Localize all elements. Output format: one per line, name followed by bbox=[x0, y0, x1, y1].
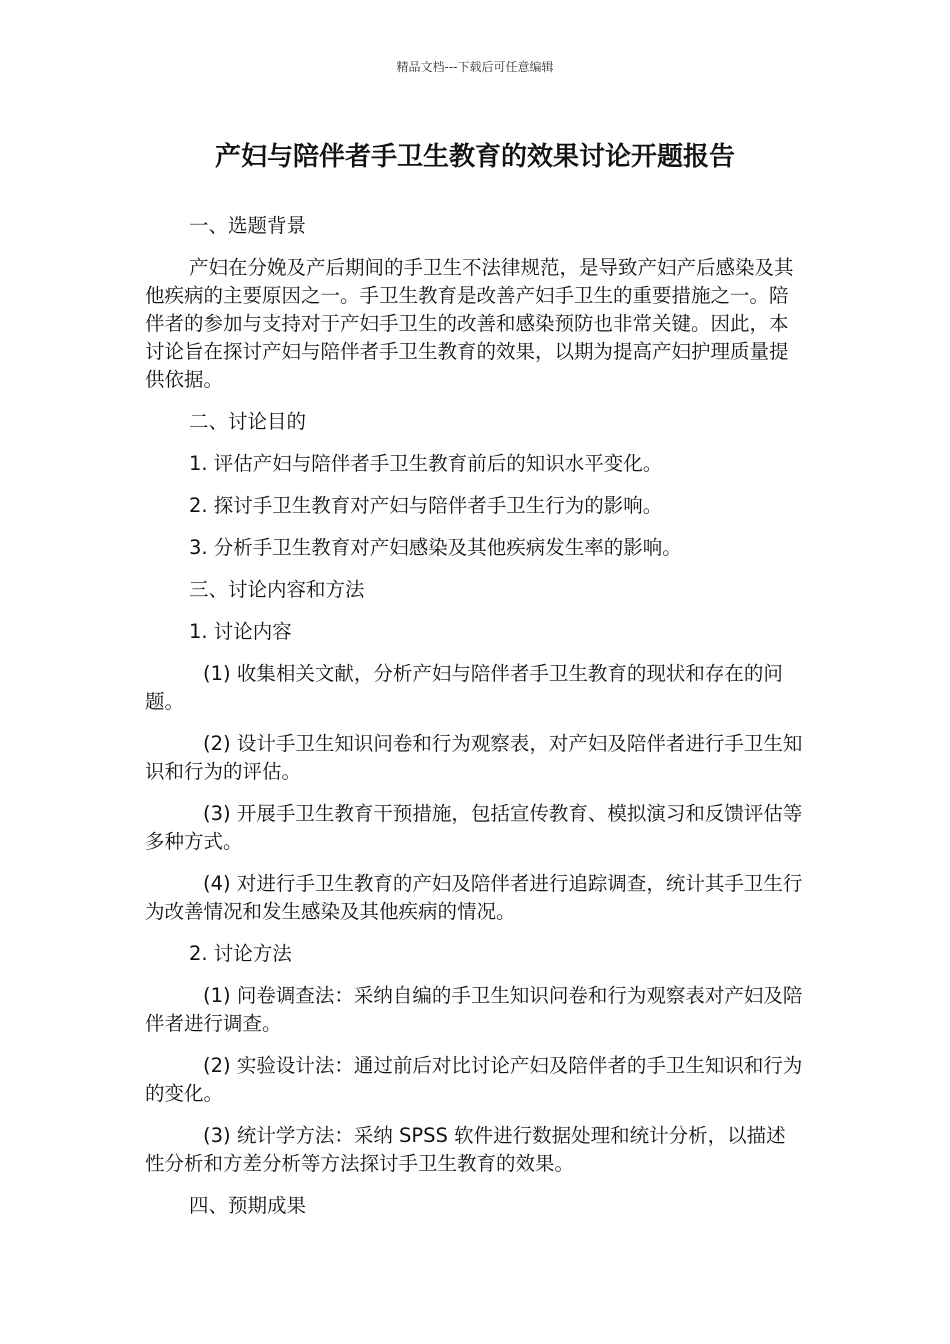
document-title: 产妇与陪伴者手卫生教育的效果讨论开题报告 bbox=[214, 142, 735, 172]
section-heading-background: 一、选题背景 bbox=[189, 214, 307, 237]
content-item: (1) 收集相关文献，分析产妇与陪伴者手卫生教育的现状和存在的问题。 bbox=[145, 662, 783, 713]
method-item: (2) 实验设计法：通过前后对比讨论产妇及陪伴者的手卫生知识和行为的变化。 bbox=[145, 1054, 803, 1105]
content-item: (2) 设计手卫生知识问卷和行为观察表，对产妇及陪伴者进行手卫生知识和行为的评估。 bbox=[145, 732, 803, 783]
subsection-heading-content: 1. 讨论内容 bbox=[189, 620, 292, 643]
paragraph-background: 产妇在分娩及产后期间的手卫生不法律规范，是导致产妇产后感染及其他疾病的主要原因之一。手卫生教育是改善产妇手卫生的重要措施之一。陪伴者的参加与支持对于产妇手卫生的改善和感染预防也非常关键。因此，本讨论旨在探讨产妇与陪伴者手卫生教育的效果，以期为提高产妇护理质量提供依据。 bbox=[145, 256, 794, 391]
method-item: (3) 统计学方法：采纳 SPSS 软件进行数据处理和统计分析，以描述性分析和方差分析等方法探讨手卫生教育的效果。 bbox=[145, 1124, 786, 1175]
section-heading-expected-results: 四、预期成果 bbox=[189, 1194, 307, 1217]
purpose-item: 1. 评估产妇与陪伴者手卫生教育前后的知识水平变化。 bbox=[189, 452, 663, 475]
purpose-item: 3. 分析手卫生教育对产妇感染及其他疾病发生率的影响。 bbox=[189, 536, 682, 559]
subsection-heading-methods: 2. 讨论方法 bbox=[189, 942, 292, 965]
section-heading-purpose: 二、讨论目的 bbox=[189, 410, 307, 433]
method-item: (1) 问卷调查法：采纳自编的手卫生知识问卷和行为观察表对产妇及陪伴者进行调查。 bbox=[145, 984, 803, 1035]
purpose-item: 2. 探讨手卫生教育对产妇与陪伴者手卫生行为的影响。 bbox=[189, 494, 663, 517]
content-item: (4) 对进行手卫生教育的产妇及陪伴者进行追踪调查，统计其手卫生行为改善情况和发生感染及其他疾病的情况。 bbox=[145, 872, 803, 923]
document-body bbox=[145, 212, 805, 1234]
header-note: 精品文档---下载后可任意编辑 bbox=[396, 60, 554, 74]
section-heading-content-methods: 三、讨论内容和方法 bbox=[189, 578, 365, 601]
content-item: (3) 开展手卫生教育干预措施，包括宣传教育、模拟演习和反馈评估等多种方式。 bbox=[145, 802, 803, 853]
